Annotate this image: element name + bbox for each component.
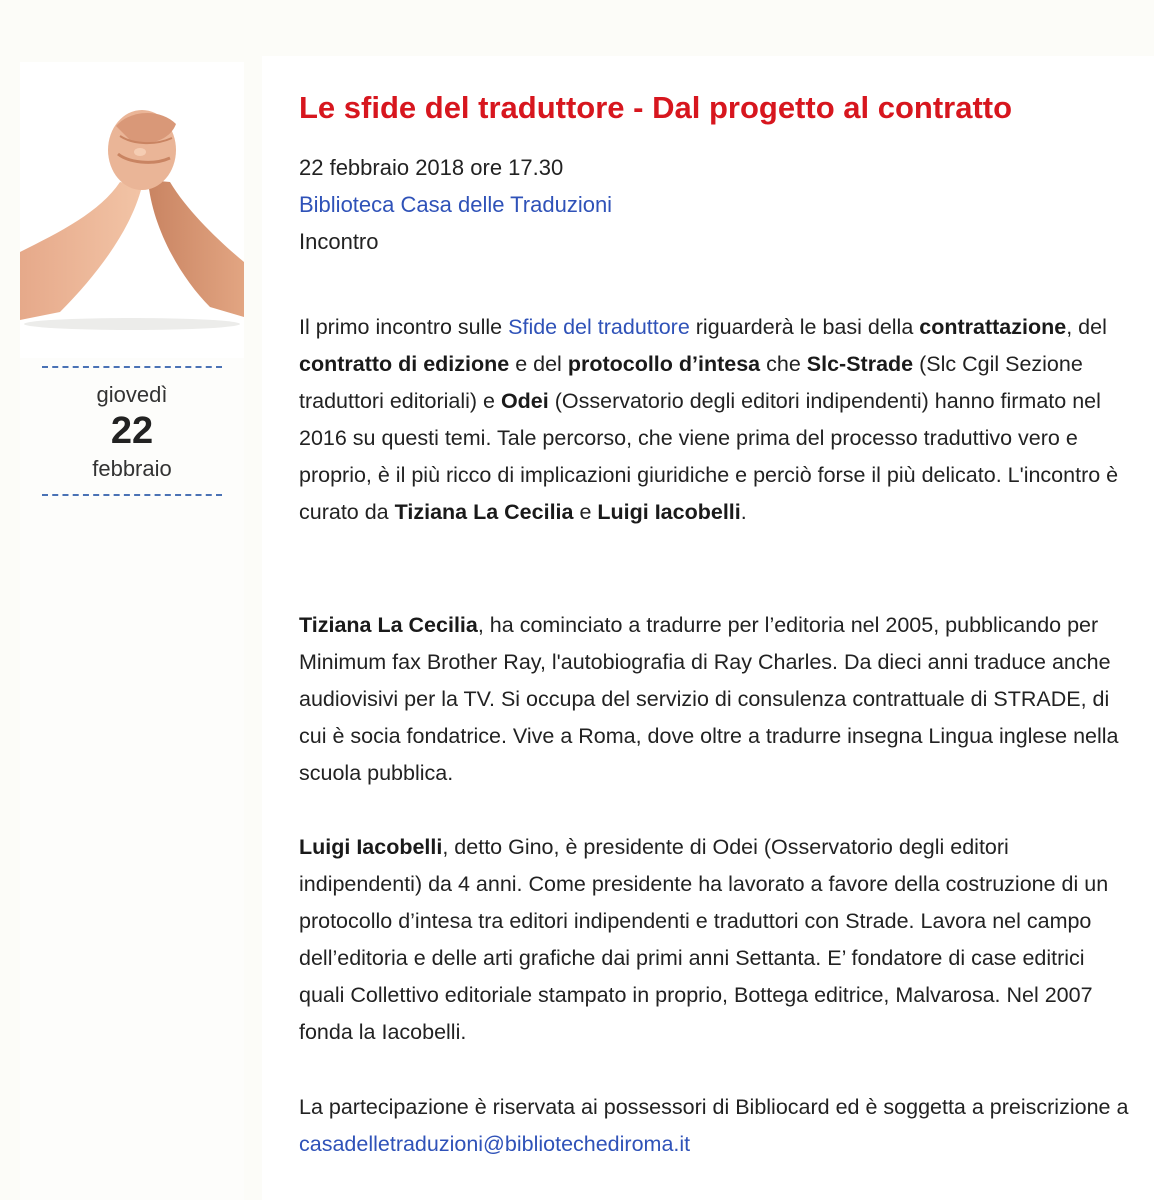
text: (Slc Cgil Sezione traduttori editoriali) e: [299, 352, 1083, 413]
bold-name: Luigi Iacobelli: [597, 500, 741, 524]
bold-name: Luigi Iacobelli: [299, 835, 443, 859]
sfide-link[interactable]: Sfide del traduttore: [508, 315, 690, 339]
email-link[interactable]: casadelletraduzioni@bibliotechediroma.it: [299, 1132, 691, 1156]
arm-wrestling-illustration: [20, 62, 244, 358]
bold-term: contratto di edizione: [299, 352, 510, 376]
bio-tiziana-paragraph: [299, 607, 1129, 792]
bold-term: Slc-Strade: [806, 352, 914, 376]
event-category: Incontro: [299, 229, 379, 254]
date-divider-bottom: [42, 494, 222, 496]
bold-term: Odei: [500, 389, 549, 413]
text: e: [573, 500, 598, 524]
date-divider-top: [42, 366, 222, 368]
text: , del: [1066, 315, 1107, 339]
text: , detto Gino, è presidente di Odei (Osservatorio degli editori indipendenti) da 4 anni. Come presidente ha lavorato a favore della costruzione di un protocollo d’intesa tra editori indipendenti e traduttori con Strade. Lavora nel campo dell’editoria e delle arti grafiche dai primi anni Settanta. E’ fondatore di case editrici quali Collettivo editoriale stampato in proprio, Bottega editrice, Malvarosa. Nel 2007 fonda la Iacobelli.: [299, 835, 1109, 1044]
event-image-arm-wrestling: [20, 62, 244, 358]
text: che: [760, 352, 807, 376]
text: La partecipazione è riservata ai possessori di Bibliocard ed è soggetta a preiscrizione a: [299, 1095, 1129, 1119]
text: riguarderà le basi della: [689, 315, 920, 339]
description-paragraph: [299, 309, 1129, 531]
date-month: febbraio: [92, 456, 172, 481]
bold-term: protocollo d’intesa: [567, 352, 761, 376]
text: .: [740, 500, 747, 524]
event-title: Le sfide del traduttore - Dal progetto al contratto: [299, 90, 1013, 125]
event-datetime: 22 febbraio 2018 ore 17.30: [299, 155, 564, 180]
text: Il primo incontro sulle: [299, 315, 509, 339]
text: e del: [509, 352, 568, 376]
date-day: 22: [110, 410, 154, 452]
date-weekday: giovedì: [96, 382, 168, 407]
bold-name: Tiziana La Cecilia: [394, 500, 574, 524]
text: (Osservatorio degli editori indipendenti) hanno firmato nel 2016 su questi temi. Tale percorso, che viene prima del processo traduttivo vero e proprio, è il più ricco di implicazioni giuridiche e perciò forse il più delicato. L'incontro è curato da: [299, 389, 1119, 524]
venue-link[interactable]: Biblioteca Casa delle Traduzioni: [299, 192, 613, 217]
bold-name: Tiziana La Cecilia: [299, 613, 478, 637]
registration-paragraph: [299, 1089, 1129, 1163]
bio-luigi-paragraph: [299, 829, 1129, 1051]
bold-term: contrattazione: [919, 315, 1067, 339]
text: , ha cominciato a tradurre per l’editoria nel 2005, pubblicando per Minimum fax Brother Ray, l'autobiografia di Ray Charles. Da dieci anni traduce anche audiovisivi per la TV. Si occupa del servizio di consulenza contrattuale di STRADE, di cui è socia fondatrice. Vive a Roma, dove oltre a tradurre insegna Lingua inglese nella scuola pubblica.: [299, 613, 1119, 785]
event-venue: [299, 186, 612, 223]
